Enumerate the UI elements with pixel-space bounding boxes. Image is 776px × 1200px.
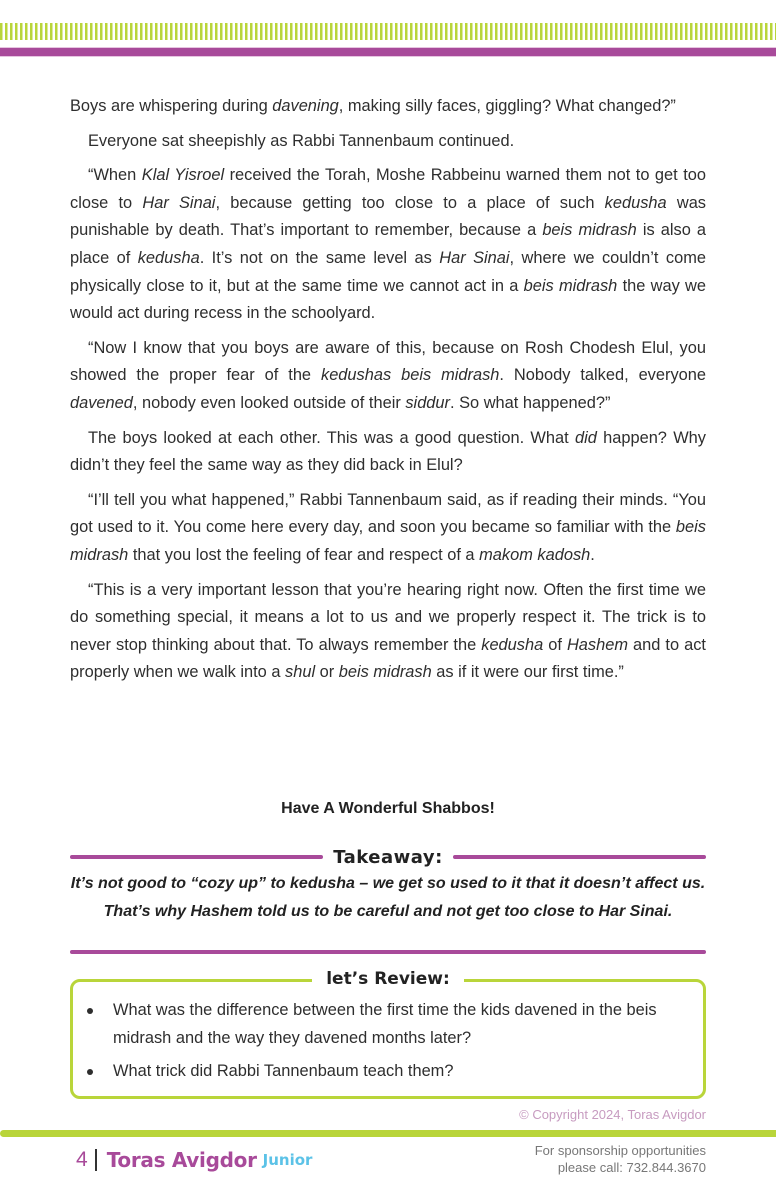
review-title: let’s Review: — [312, 966, 464, 992]
sponsorship-info — [535, 1142, 706, 1176]
body-paragraph — [70, 162, 706, 328]
italic-term: beis midrash — [70, 518, 706, 564]
text-run: . It’s not on the same level as — [199, 248, 440, 267]
bullet-icon — [87, 1069, 93, 1075]
sponsorship-line-2: please call: 732.844.3670 — [557, 1160, 706, 1175]
italic-term: kedusha — [481, 635, 544, 654]
italic-term: beis midrash — [542, 221, 637, 240]
copyright-notice: © Copyright 2024, Toras Avigdor — [519, 1107, 706, 1122]
footer-divider — [95, 1149, 97, 1171]
italic-term: Klal Yisroel — [141, 166, 225, 185]
body-paragraph — [70, 425, 706, 480]
top-accent-bar — [0, 48, 776, 56]
body-paragraph — [70, 128, 706, 156]
body-paragraph — [70, 335, 706, 418]
italic-term: did — [574, 428, 597, 447]
text-run: , because getting too close to a place of such — [215, 193, 605, 212]
page-number: 4 — [76, 1148, 88, 1171]
italic-term: beis midrash — [338, 663, 432, 682]
footer-brand — [76, 1146, 312, 1174]
italic-term: Har Sinai — [142, 193, 216, 212]
takeaway-rule-bottom — [70, 950, 706, 954]
text-run: the way we would act during recess in the schoolyard. — [70, 276, 706, 323]
review-item-text: What was the difference between the first time the kids davened in the beis midrash and the way they davened months later? — [113, 1001, 657, 1047]
italic-term: makom kadosh — [479, 545, 591, 564]
takeaway-rule-right — [453, 855, 706, 859]
italic-term: kedusha — [137, 248, 200, 267]
bullet-icon — [87, 1008, 93, 1014]
body-paragraph — [70, 487, 706, 570]
italic-term: kedusha — [604, 193, 667, 212]
body-paragraph — [70, 577, 706, 687]
text-run: The boys looked at each other. This was a good question. What — [88, 428, 575, 447]
text-run: “When — [88, 166, 142, 185]
text-run: as if it were our first time.” — [431, 663, 624, 682]
text-run: happen? Why didn’t they feel the same way as they did back in Elul? — [70, 428, 706, 475]
text-run: , where we couldn’t come physically close to it, but at the same time we cannot act in a — [70, 248, 706, 295]
text-run: that you lost the feeling of fear and respect of a — [128, 545, 480, 564]
review-item — [86, 1058, 696, 1086]
text-run: was punishable by death. That’s important to remember, because a — [70, 193, 707, 240]
italic-term: davened — [70, 393, 133, 412]
review-item-text: What trick did Rabbi Tannenbaum teach them? — [113, 1062, 454, 1081]
text-run: . So what happened?” — [450, 393, 611, 412]
italic-term: beis midrash — [523, 276, 618, 295]
takeaway-title: Takeaway: — [333, 846, 443, 868]
text-run: “I’ll tell you what happened,” Rabbi Tannenbaum said, as if reading their minds. “You got used to it. You come here every day, and soon you became so familiar with the — [70, 490, 706, 537]
italic-term: davening — [272, 97, 339, 115]
text-run: or — [315, 663, 339, 682]
text-run: . — [590, 545, 595, 564]
article-body — [70, 93, 706, 694]
italic-term: Har Sinai — [439, 248, 510, 267]
text-run: of — [543, 635, 567, 654]
text-run: , nobody even looked outside of their — [132, 393, 406, 412]
takeaway-header — [70, 846, 706, 868]
review-item — [86, 997, 696, 1052]
takeaway-text: It’s not good to “cozy up” to kedusha – we get so used to it that it doesn’t affect us. That’s why Hashem told us to be careful and not get too close to Har Sinai. — [70, 875, 706, 920]
text-run: and to act properly when we walk into a — [70, 635, 706, 682]
body-paragraph — [70, 93, 706, 121]
text-run: received the Torah, Moshe Rabbeinu warned them not to get too close to — [70, 166, 706, 212]
text-run: . Nobody talked, everyone — [499, 366, 706, 385]
text-run: Everyone sat sheepishly as Rabbi Tannenbaum continued. — [88, 131, 515, 150]
sponsorship-line-1: For sponsorship opportunities — [534, 1143, 706, 1158]
text-run: Boys are whispering during — [70, 97, 273, 115]
review-list — [86, 997, 696, 1092]
italic-term: kedushas beis midrash — [321, 366, 500, 385]
italic-term: Hashem — [566, 635, 629, 654]
takeaway-rule-left — [70, 855, 323, 859]
italic-term: shul — [285, 663, 316, 682]
text-run: is also a place of — [70, 221, 707, 267]
top-tick-stripe — [0, 23, 776, 40]
italic-term: siddur — [405, 393, 451, 412]
text-run: “This is a very important lesson that you’re hearing right now. Often the first time we do something special, it means a lot to us and we properly respect it. The trick is to never stop thinking about that. To always remember the — [70, 580, 706, 654]
brand-suffix: Junior — [262, 1151, 313, 1169]
bottom-accent-bar — [0, 1130, 776, 1137]
text-run: “Now I know that you boys are aware of this, because on Rosh Chodesh Elul, you showed the proper fear of the — [70, 338, 706, 385]
text-run: , making silly faces, giggling? What changed?” — [338, 97, 676, 115]
brand-name: Toras Avigdor — [106, 1148, 257, 1172]
closing-greeting: Have A Wonderful Shabbos! — [281, 800, 495, 817]
